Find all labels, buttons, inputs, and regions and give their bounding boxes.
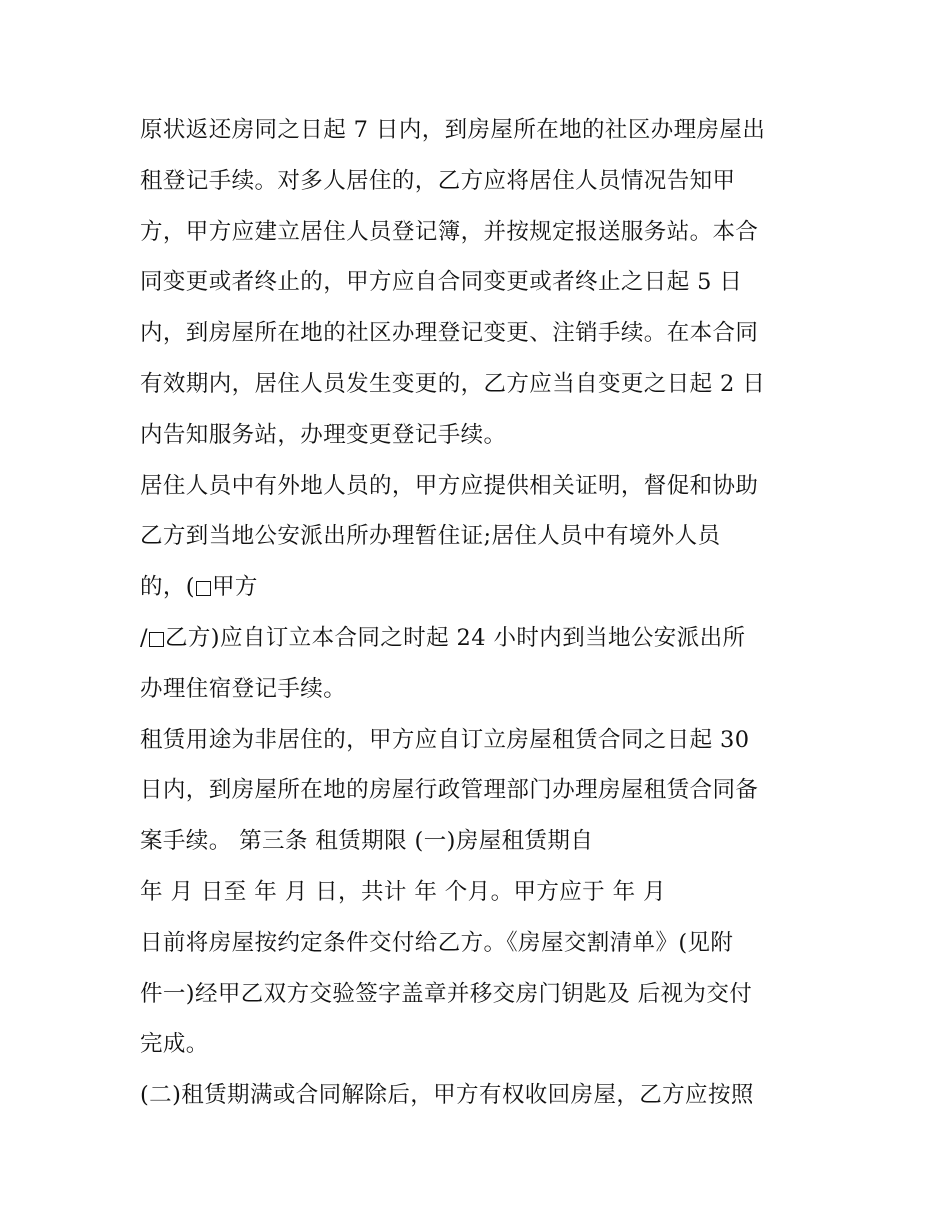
text-line: 原状返还房同之日起 7 日内，到房屋所在地的社区办理房屋出 — [140, 117, 766, 143]
document-body — [140, 105, 830, 1121]
text-line: 办理住宿登记手续。 — [140, 675, 347, 702]
text-line: 有效期内，居住人员发生变更的，乙方应当自变更之日起 2 日 — [140, 370, 766, 397]
text-line: 方，甲方应建立居住人员登记簿，并按规定报送服务站。本合 — [140, 218, 759, 245]
text-line: 乙方到当地公安派出所办理暂住证;居住人员中有境外人员 — [140, 523, 721, 550]
text-line: 日内，到房屋所在地的房屋行政管理部门办理房屋租赁合同备 — [140, 777, 759, 804]
party-a-checkbox[interactable] — [196, 581, 211, 596]
text-fragment: / — [140, 624, 148, 651]
text-line: (二)租赁期满或合同解除后，甲方有权收回房屋，乙方应按照 — [140, 1082, 754, 1109]
text-line: 居住人员中有外地人员的，甲方应提供相关证明，督促和协助 — [140, 472, 759, 499]
text-line: 案手续。 第三条 租赁期限 (一)房屋租赁期自 — [140, 828, 594, 855]
text-line: 内，到房屋所在地的社区办理登记变更、注销手续。在本合同 — [140, 320, 759, 347]
text-fragment: 乙方)应自订立本合同之时起 24 小时内到当地公安派出所 — [164, 624, 746, 651]
text-line-party-a-option — [140, 562, 830, 613]
party-b-checkbox[interactable] — [149, 632, 164, 647]
text-line: 租登记手续。对多人居住的，乙方应将居住人员情况告知甲 — [140, 167, 736, 194]
text-line: 年 月 日至 年 月 日，共计 年 个月。甲方应于 年 月 — [140, 878, 666, 905]
text-line: 日前将房屋按约定条件交付给乙方。《房屋交割清单》(见附 — [140, 929, 734, 956]
text-fragment: 的，( — [140, 574, 195, 601]
text-line: 完成。 — [140, 1031, 209, 1058]
text-fragment: 甲方 — [211, 574, 258, 601]
text-line-party-b-option — [140, 613, 830, 664]
text-line: 内告知服务站，办理变更登记手续。 — [140, 421, 507, 448]
text-line: 件一)经甲乙双方交验签字盖章并移交房门钥匙及 后视为交付 — [140, 980, 753, 1007]
text-line: 租赁用途为非居住的，甲方应自订立房屋租赁合同之日起 30 — [140, 726, 750, 753]
text-line: 同变更或者终止的，甲方应自合同变更或者终止之日起 5 日 — [140, 269, 743, 296]
